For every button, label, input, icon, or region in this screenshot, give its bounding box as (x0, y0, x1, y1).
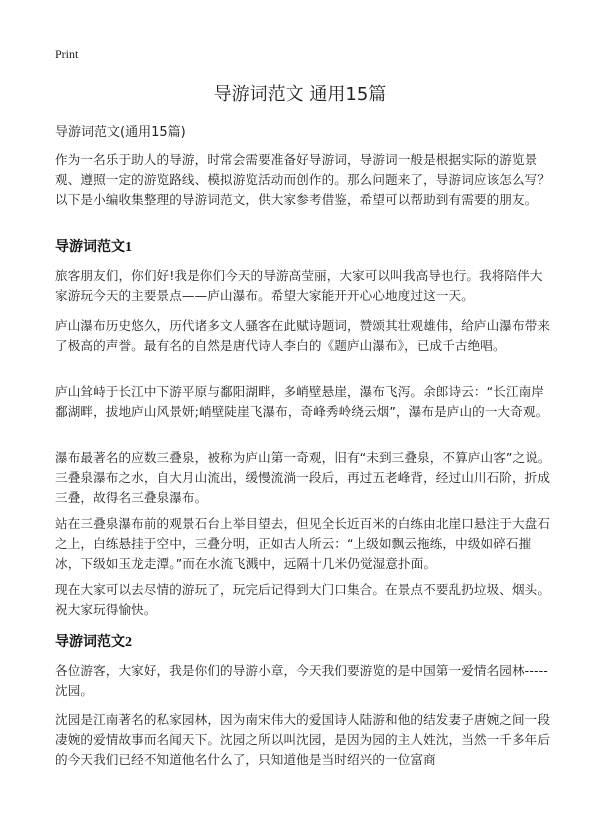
paragraph: 庐山耸峙于长江中下游平原与鄱阳湖畔，多峭壁悬崖，瀑布飞泻。余郎诗云：“长江南岸鄱湖畔，拔地庐山风景妍;峭壁陡崖飞瀑布，奇峰秀岭绕云烟”，瀑布是庐山的一大奇观。 (55, 384, 549, 419)
paragraph: 庐山瀑布历史悠久，历代诸多文人骚客在此赋诗题词，赞颂其壮观雄伟，给庐山瀑布带来了极高的声誉。最有名的自然是唐代诗人李白的《题庐山瀑布》，已成千古绝唱。 (55, 318, 551, 353)
subtitle: 导游词范文(通用15篇) (55, 125, 186, 140)
paragraph: 各位游客，大家好，我是你们的导游小章，今天我们要游览的是中国第一爱情名园林-----沈园。 (55, 663, 548, 698)
section-heading-2: 导游词范文2 (55, 635, 132, 650)
paragraph: 现在大家可以去尽情的游玩了，玩完后记得到大门口集合。在景点不要乱扔垃圾、烟头。祝大家玩得愉快。 (55, 582, 551, 617)
section-heading-1: 导游词范文1 (55, 240, 132, 255)
paragraph: 旅客朋友们，你们好!我是你们今天的导游高莹丽，大家可以叫我高导也行。我将陪伴大家游玩今天的主要景点——庐山瀑布。希望大家能开开心心地度过这一天。 (55, 268, 543, 303)
paragraph: 站在三叠泉瀑布前的观景石台上举目望去，但见全长近百米的白练由北崖口悬注于大盘石之上，白练悬挂于空中，三叠分明，正如古人所云：“上级如飘云拖练，中级如碎石摧冰，下级如玉龙走潭。”而在水流飞溅中，远隔十几米仍觉湿意扑面。 (55, 516, 551, 571)
print-link[interactable]: Print (55, 47, 79, 61)
paragraph: 瀑布最著名的应数三叠泉，被称为庐山第一奇观，旧有“未到三叠泉，不算庐山客”之说。三叠泉瀑布之水，自大月山流出，缓慢流淌一段后，再过五老峰背，经过山川石阶，折成三叠，故得名三叠泉瀑布。 (55, 450, 551, 505)
paragraph: 沈园是江南著名的私家园林，因为南宋伟大的爱国诗人陆游和他的结发妻子唐婉之间一段凄婉的爱情故事而名闻天下。沈园之所以叫沈园，是因为园的主人姓沈，当然一千多年后的今天我们已经不知道他名什么了，只知道他是当时绍兴的一位富商 (55, 712, 551, 767)
page-title: 导游词范文 通用15篇 (213, 84, 387, 105)
intro-paragraph: 作为一名乐于助人的导游，时常会需要准备好导游词，导游词一般是根据实际的游览景观、遵照一定的游览路线、模拟游览活动而创作的。那么问题来了，导游词应该怎么写？以下是小编收集整理的导游词范文，供大家参考借鉴，希望可以帮助到有需要的朋友。 (55, 152, 551, 207)
